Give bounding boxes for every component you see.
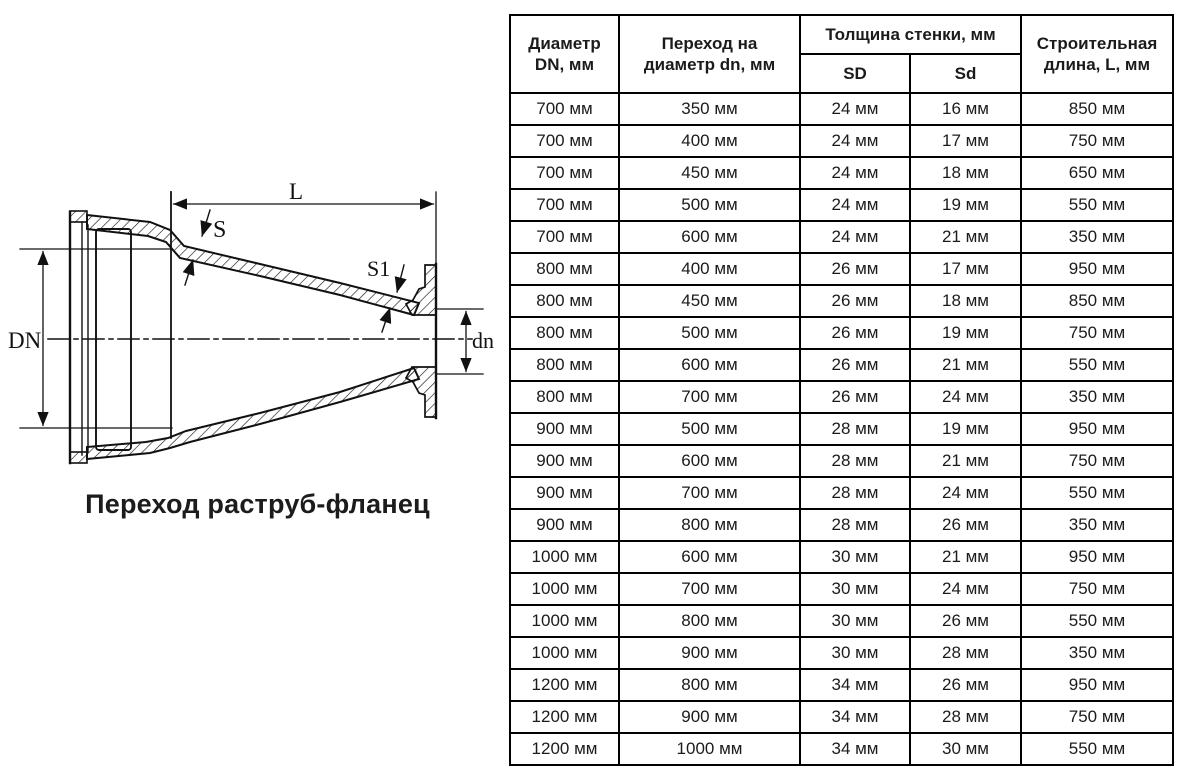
table-cell: 500 мм	[619, 317, 800, 349]
table-row	[510, 157, 1173, 189]
table-cell: 350 мм	[1021, 221, 1173, 253]
table-cell: 28 мм	[910, 701, 1021, 733]
table-cell: 21 мм	[910, 221, 1021, 253]
table-cell: 1200 мм	[510, 669, 619, 701]
table-cell: 1000 мм	[619, 733, 800, 765]
table-cell: 550 мм	[1021, 477, 1173, 509]
table-cell: 950 мм	[1021, 253, 1173, 285]
table-cell: 19 мм	[910, 413, 1021, 445]
table-cell: 1000 мм	[510, 605, 619, 637]
table-cell: 850 мм	[1021, 285, 1173, 317]
table-cell: 21 мм	[910, 541, 1021, 573]
table-row	[510, 669, 1173, 701]
table-cell: 26 мм	[910, 669, 1021, 701]
table-cell: 34 мм	[800, 669, 910, 701]
table-cell: 700 мм	[510, 221, 619, 253]
table-cell: 1000 мм	[510, 541, 619, 573]
table-cell: 26 мм	[910, 605, 1021, 637]
table-row	[510, 733, 1173, 765]
table-row	[510, 349, 1173, 381]
table-cell: 24 мм	[800, 93, 910, 125]
technical-drawing-area	[0, 0, 505, 730]
flange-bottom-lip	[406, 367, 436, 417]
table-cell: 750 мм	[1021, 701, 1173, 733]
spec-table	[509, 14, 1174, 766]
table-cell: 28 мм	[800, 445, 910, 477]
s-pointer-lower	[185, 260, 193, 285]
table-cell: 950 мм	[1021, 669, 1173, 701]
table-cell: 700 мм	[619, 573, 800, 605]
bottom-wall-section	[87, 368, 419, 459]
drawing-caption: Переход раструб-фланец	[85, 489, 430, 519]
table-cell: 24 мм	[800, 221, 910, 253]
table-cell: 28 мм	[800, 477, 910, 509]
table-cell: 700 мм	[619, 477, 800, 509]
table-cell: 26 мм	[800, 253, 910, 285]
spec-table-header	[510, 15, 1173, 93]
table-cell: 350 мм	[1021, 637, 1173, 669]
label-dn-small: dn	[472, 328, 494, 353]
table-cell: 900 мм	[510, 477, 619, 509]
table-cell: 550 мм	[1021, 189, 1173, 221]
table-cell: 750 мм	[1021, 125, 1173, 157]
table-cell: 700 мм	[510, 93, 619, 125]
table-cell: 26 мм	[800, 381, 910, 413]
table-cell: 950 мм	[1021, 413, 1173, 445]
table-cell: 800 мм	[510, 349, 619, 381]
table-row	[510, 253, 1173, 285]
table-cell: 17 мм	[910, 253, 1021, 285]
table-row	[510, 381, 1173, 413]
table-cell: 350 мм	[619, 93, 800, 125]
table-cell: 19 мм	[910, 189, 1021, 221]
table-cell: 21 мм	[910, 445, 1021, 477]
table-cell: 30 мм	[800, 605, 910, 637]
table-cell: 500 мм	[619, 413, 800, 445]
table-cell: 900 мм	[619, 637, 800, 669]
table-cell: 350 мм	[1021, 381, 1173, 413]
label-dn-large: DN	[8, 328, 42, 353]
table-row	[510, 541, 1173, 573]
table-cell: 800 мм	[510, 285, 619, 317]
table-cell: 18 мм	[910, 285, 1021, 317]
table-cell: 650 мм	[1021, 157, 1173, 189]
table-cell: 26 мм	[800, 349, 910, 381]
table-cell: 700 мм	[619, 381, 800, 413]
table-cell: 400 мм	[619, 253, 800, 285]
table-cell: 28 мм	[910, 637, 1021, 669]
table-row	[510, 125, 1173, 157]
table-row	[510, 701, 1173, 733]
table-cell: 24 мм	[800, 125, 910, 157]
table-cell: 1200 мм	[510, 701, 619, 733]
table-row	[510, 573, 1173, 605]
table-cell: 750 мм	[1021, 445, 1173, 477]
table-row	[510, 445, 1173, 477]
table-cell: 800 мм	[619, 669, 800, 701]
table-cell: 550 мм	[1021, 349, 1173, 381]
table-cell: 600 мм	[619, 221, 800, 253]
table-cell: 450 мм	[619, 157, 800, 189]
table-cell: 900 мм	[510, 413, 619, 445]
table-row	[510, 605, 1173, 637]
table-row	[510, 221, 1173, 253]
table-cell: 900 мм	[619, 701, 800, 733]
table-cell: 1000 мм	[510, 637, 619, 669]
table-cell: 900 мм	[510, 445, 619, 477]
table-row	[510, 189, 1173, 221]
label-length: L	[289, 179, 304, 204]
table-cell: 900 мм	[510, 509, 619, 541]
table-row	[510, 509, 1173, 541]
table-cell: 950 мм	[1021, 541, 1173, 573]
header-wall-sd: SD	[800, 54, 910, 93]
s1-pointer-lower	[382, 308, 390, 332]
table-cell: 800 мм	[510, 381, 619, 413]
table-cell: 30 мм	[910, 733, 1021, 765]
table-cell: 34 мм	[800, 701, 910, 733]
table-cell: 500 мм	[619, 189, 800, 221]
table-row	[510, 477, 1173, 509]
reducer-drawing	[0, 179, 500, 477]
table-cell: 600 мм	[619, 349, 800, 381]
s1-pointer-upper	[397, 265, 404, 292]
header-wall-sd2: Sd	[910, 54, 1021, 93]
table-cell: 750 мм	[1021, 317, 1173, 349]
table-cell: 30 мм	[800, 573, 910, 605]
table-cell: 24 мм	[910, 381, 1021, 413]
table-row	[510, 317, 1173, 349]
table-cell: 1000 мм	[510, 573, 619, 605]
header-diameter-dn: Диаметр DN, мм	[510, 15, 619, 93]
label-wall-s1: S1	[367, 256, 391, 281]
table-cell: 24 мм	[910, 573, 1021, 605]
table-cell: 24 мм	[800, 157, 910, 189]
table-cell: 26 мм	[910, 509, 1021, 541]
table-cell: 550 мм	[1021, 605, 1173, 637]
header-transition-dn: Переход на диаметр dn, мм	[619, 15, 800, 93]
table-cell: 24 мм	[910, 477, 1021, 509]
table-cell: 21 мм	[910, 349, 1021, 381]
table-cell: 800 мм	[510, 317, 619, 349]
s-pointer-upper	[202, 210, 210, 236]
table-cell: 16 мм	[910, 93, 1021, 125]
table-cell: 800 мм	[619, 509, 800, 541]
table-cell: 600 мм	[619, 445, 800, 477]
table-cell: 17 мм	[910, 125, 1021, 157]
table-cell: 26 мм	[800, 317, 910, 349]
table-cell: 18 мм	[910, 157, 1021, 189]
table-cell: 400 мм	[619, 125, 800, 157]
table-cell: 28 мм	[800, 509, 910, 541]
table-row	[510, 637, 1173, 669]
table-cell: 1200 мм	[510, 733, 619, 765]
table-cell: 28 мм	[800, 413, 910, 445]
table-cell: 19 мм	[910, 317, 1021, 349]
table-row	[510, 413, 1173, 445]
label-wall-s: S	[213, 217, 227, 243]
table-cell: 700 мм	[510, 157, 619, 189]
table-cell: 800 мм	[510, 253, 619, 285]
table-cell: 350 мм	[1021, 509, 1173, 541]
table-cell: 30 мм	[800, 637, 910, 669]
table-cell: 850 мм	[1021, 93, 1173, 125]
table-cell: 450 мм	[619, 285, 800, 317]
table-cell: 550 мм	[1021, 733, 1173, 765]
spec-table-body	[510, 93, 1173, 765]
table-cell: 600 мм	[619, 541, 800, 573]
table-cell: 26 мм	[800, 285, 910, 317]
table-cell: 34 мм	[800, 733, 910, 765]
header-construction-length: Строительная длина, L, мм	[1021, 15, 1173, 93]
table-cell: 30 мм	[800, 541, 910, 573]
header-wall-thickness-group: Толщина стенки, мм	[800, 15, 1021, 54]
table-cell: 700 мм	[510, 189, 619, 221]
table-cell: 700 мм	[510, 125, 619, 157]
flange-top-lip	[406, 265, 436, 315]
table-cell: 800 мм	[619, 605, 800, 637]
table-row	[510, 93, 1173, 125]
table-cell: 750 мм	[1021, 573, 1173, 605]
table-cell: 24 мм	[800, 189, 910, 221]
table-row	[510, 285, 1173, 317]
